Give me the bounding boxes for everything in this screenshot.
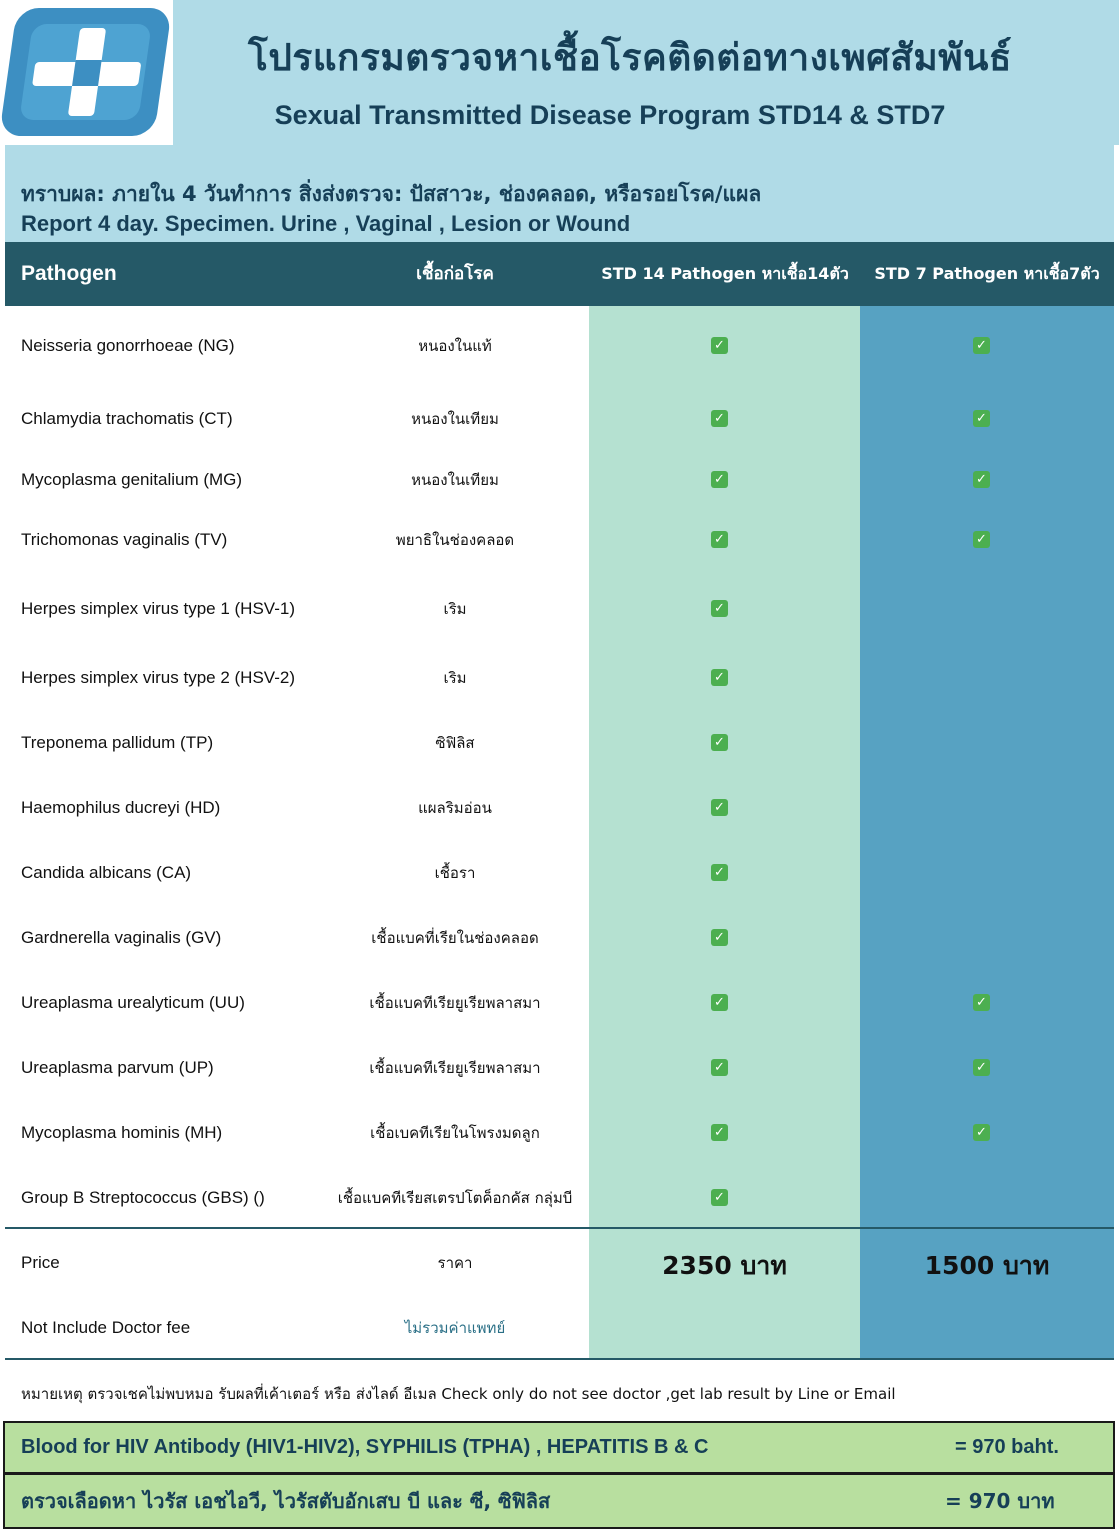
report-specimen-english: Report 4 day. Specimen. Urine , Vaginal , Lesion or Wound xyxy=(21,211,631,236)
table-header xyxy=(5,242,1114,306)
header-std7: STD 7 Pathogen หาเชื้อ7ตัว xyxy=(874,264,1100,283)
std7-check-icon: ✓ xyxy=(973,1059,990,1076)
pathogen-name: Gardnerella vaginalis (GV) xyxy=(21,928,222,947)
std7-check-icon: ✓ xyxy=(973,410,990,427)
pathogen-thai-name: เชื้อแบคทีเรียสเตรปโตค็อกคัส กลุ่มบี xyxy=(337,1189,573,1207)
pathogen-name: Ureaplasma urealyticum (UU) xyxy=(21,993,245,1012)
doctor-fee-row xyxy=(5,1313,1114,1343)
pathogen-name: Group B Streptococcus (GBS) () xyxy=(21,1188,265,1207)
pathogen-thai-name: เชื้อเบคทีเรียในโพรงมดลูก xyxy=(370,1124,540,1142)
pathogen-thai-name: หนองในเทียม xyxy=(411,471,499,489)
std14-check-icon: ✓ xyxy=(711,799,728,816)
table-row xyxy=(5,858,1114,888)
report-specimen-thai: ทราบผล: ภายใน 4 วันทำการ สิ่งส่งตรวจ: ปัสสาวะ, ช่องคลอด, หรือรอยโรค/แผล xyxy=(21,182,762,206)
pathogen-name: Haemophilus ducreyi (HD) xyxy=(21,798,221,817)
pathogen-name: Mycoplasma genitalium (MG) xyxy=(21,470,243,489)
std7-check-icon: ✓ xyxy=(973,531,990,548)
blood-test-english: Blood for HIV Antibody (HIV1-HIV2), SYPHILIS (TPHA) , HEPATITIS B & C xyxy=(21,1436,709,1458)
table-row xyxy=(5,923,1114,953)
header-banner xyxy=(0,0,1119,145)
blood-test-price-thai: = 970 บาท xyxy=(945,1489,1055,1513)
table-row xyxy=(5,525,1114,555)
blood-test-box-thai xyxy=(3,1473,1115,1529)
table-row xyxy=(5,793,1114,823)
pathogen-thai-name: เชื้อแบคที่เรียในช่องคลอด xyxy=(371,929,539,947)
pathogen-name: Herpes simplex virus type 2 (HSV-2) xyxy=(21,668,295,687)
table-row xyxy=(5,1053,1114,1083)
pathogen-thai-name: แผลริมอ่อน xyxy=(418,799,492,817)
header-thai-pathogen: เชื้อก่อโรค xyxy=(416,264,494,284)
std14-check-icon: ✓ xyxy=(711,994,728,1011)
note-text: หมายเหตุ ตรวจเชคไม่พบหมอ รับผลที่เค้าเตอร์ หรือ ส่งไลด์ อีเมล Check only do not see doctor ,get lab result by Line or Email xyxy=(21,1385,896,1403)
price-label-thai: ราคา xyxy=(437,1254,473,1272)
table-row xyxy=(5,465,1114,495)
std14-check-icon: ✓ xyxy=(711,337,728,354)
std14-check-icon: ✓ xyxy=(711,471,728,488)
std14-check-icon: ✓ xyxy=(711,600,728,617)
table-row xyxy=(5,988,1114,1018)
table-row xyxy=(5,404,1114,434)
pathogen-name: Neisseria gonorrhoeae (NG) xyxy=(21,336,235,355)
pathogen-name: Candida albicans (CA) xyxy=(21,863,192,882)
divider xyxy=(5,1227,1114,1229)
pathogen-thai-name: หนองในแท้ xyxy=(418,337,492,355)
table-row xyxy=(5,728,1114,758)
std14-check-icon: ✓ xyxy=(711,734,728,751)
pathogen-name: Ureaplasma parvum (UP) xyxy=(21,1058,214,1077)
header-pathogen: Pathogen xyxy=(21,262,117,285)
blood-test-price-english: = 970 baht. xyxy=(955,1436,1059,1458)
std7-check-icon: ✓ xyxy=(973,994,990,1011)
pathogen-thai-name: พยาธิในช่องคลอด xyxy=(395,531,515,549)
medical-cross-logo-icon xyxy=(0,0,173,145)
std14-check-icon: ✓ xyxy=(711,1059,728,1076)
pathogen-thai-name: เริม xyxy=(443,600,467,618)
std14-check-icon: ✓ xyxy=(711,1189,728,1206)
std14-check-icon: ✓ xyxy=(711,669,728,686)
std14-check-icon: ✓ xyxy=(711,864,728,881)
pathogen-thai-name: เชื้อแบคทีเรียยูเรียพลาสมา xyxy=(369,1059,541,1077)
divider xyxy=(5,1358,1114,1360)
table-row xyxy=(5,1118,1114,1148)
page-title-thai: โปรแกรมตรวจหาเชื้อโรคติดต่อทางเพศสัมพันธ์ xyxy=(247,36,1013,79)
info-section xyxy=(5,145,1114,242)
std7-check-icon: ✓ xyxy=(973,1124,990,1141)
std14-check-icon: ✓ xyxy=(711,410,728,427)
pathogen-thai-name: เริม xyxy=(443,669,467,687)
pathogen-name: Treponema pallidum (TP) xyxy=(21,733,214,752)
table-row xyxy=(5,663,1114,693)
price-label: Price xyxy=(21,1253,60,1272)
std14-check-icon: ✓ xyxy=(711,929,728,946)
pathogen-name: Chlamydia trachomatis (CT) xyxy=(21,409,233,428)
pathogen-thai-name: เชื้อรา xyxy=(434,864,476,882)
table-row xyxy=(5,1183,1114,1213)
std14-check-icon: ✓ xyxy=(711,531,728,548)
blood-test-thai: ตรวจเลือดหา ไวรัส เอชไอวี, ไวรัสตับอักเสบ บี และ ซี, ซิฟิลิส xyxy=(21,1489,551,1513)
std7-price: 1500 บาท xyxy=(924,1251,1050,1280)
std14-check-icon: ✓ xyxy=(711,1124,728,1141)
std7-check-icon: ✓ xyxy=(973,337,990,354)
std14-price: 2350 บาท xyxy=(662,1251,787,1280)
doctor-fee-label-thai: ไม่รวมค่าแพทย์ xyxy=(404,1319,506,1337)
pathogen-name: Herpes simplex virus type 1 (HSV-1) xyxy=(21,599,295,618)
table-row xyxy=(5,594,1114,624)
doctor-fee-label: Not Include Doctor fee xyxy=(21,1318,191,1337)
pathogen-thai-name: ซิฟิลิส xyxy=(435,734,475,752)
page-title-english: Sexual Transmitted Disease Program STD14 & STD7 xyxy=(274,100,946,130)
pathogen-name: Mycoplasma hominis (MH) xyxy=(21,1123,223,1142)
header-std14: STD 14 Pathogen หาเชื้อ14ตัว xyxy=(601,264,849,283)
table-row xyxy=(5,331,1114,361)
std7-check-icon: ✓ xyxy=(973,471,990,488)
pathogen-thai-name: หนองในเทียม xyxy=(411,410,499,428)
pathogen-thai-name: เชื้อแบคทีเรียยูเรียพลาสมา xyxy=(369,994,541,1012)
pathogen-name: Trichomonas vaginalis (TV) xyxy=(21,530,228,549)
blood-test-box-english xyxy=(3,1421,1115,1474)
